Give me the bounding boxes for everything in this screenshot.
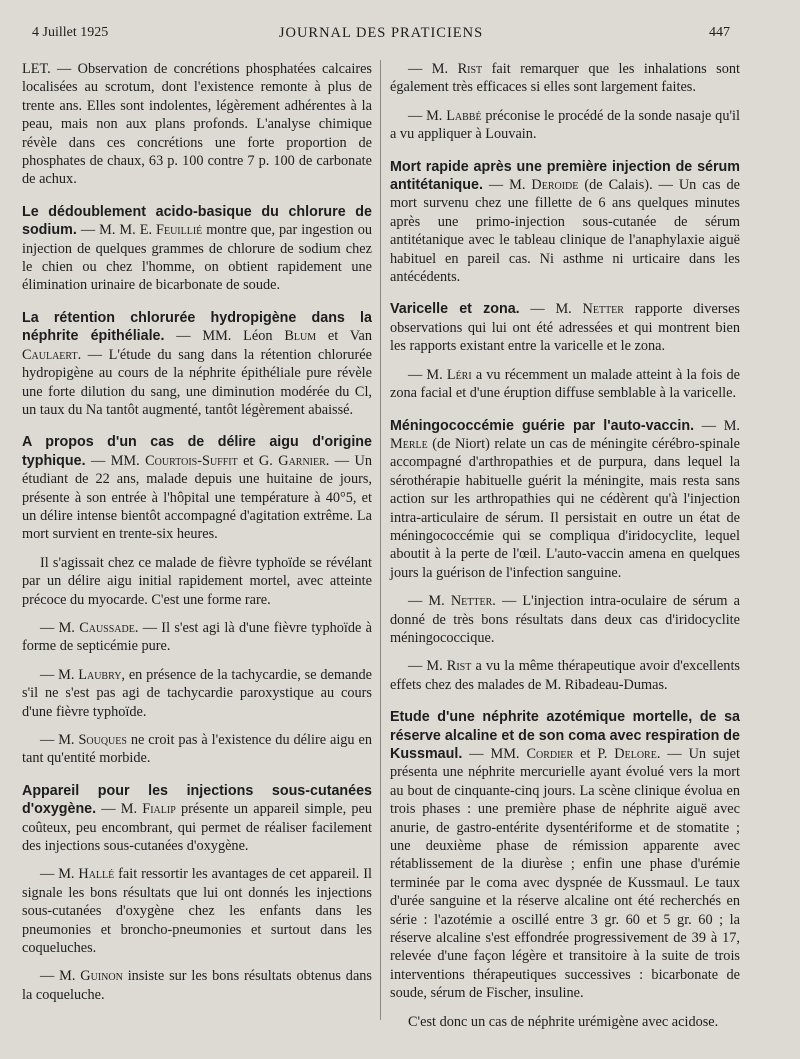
author: Courtois-Suffit: [145, 452, 238, 469]
author: Laubry: [78, 666, 122, 683]
author: P. Delore: [597, 746, 657, 762]
paragraph: C'est donc un cas de néphrite urémigène avec acidose.: [408, 1013, 719, 1030]
section-title: Varicelle et zona.: [390, 301, 520, 318]
discussion: — M. Labbé préconise le procédé de la sonde nasaje qu'il a vu appliquer à Louvain.: [390, 107, 740, 143]
section-title: Le dédoublement acido-basique du chlorure de sodium.: [22, 203, 372, 239]
section-appareil: Appareil pour les injections sous-cutanées d'oxygène. — M. Fialip présente un appareil simple, peu coûteux, peu encombrant, qui permet de réaliser facilement des injections sous-cutanées d'oxygène.: [22, 782, 372, 855]
discussion: — M. Léri a vu récemment un malade atteint à la fois de zona facial et d'une éruption diffuse semblable à la varicelle.: [390, 366, 740, 402]
author: Guinon: [80, 968, 123, 985]
author: Rist: [446, 658, 472, 675]
discussion: — M. Souques ne croit pas à l'existence du délire aigu en tant qu'entité morbide.: [22, 732, 372, 767]
author: Netter: [450, 593, 493, 610]
section-nephrite-azotemique: Etude d'une néphrite azotémique mortelle, de sa réserve alcaline et de son coma avec respiration de Kussmaul. — MM. Cordier et P. Delore. — Un sujet présenta une néphrite mercurielle ayant évolué vers la mort au bout de cinquante-cinq jours. La scène clinique évolua en trois phases : une première phase de néphrite aiguë avec anurie, de gastro-entérite dysentériforme et de stomatite ; une deuxième phase de rémission apparente avec rétablissement de la diurèse ; enfin une phase d'urémie terminée par le coma avec dyspnée de Kussmaul. Le taux d'urée sanguine et la réserve alcaline ont été recherchés en série : l'azotémie a oscillé entre 3 gr. 60 et 5 gr. 60 ; la réserve alcaline s'est effondrée progressivement de 39 à 17, relevée d'une façon légère et transitoire à la suite de trois interventions thérapeutiques successives : bicarbonate de soude, sérum de Fischer, insuline.: [390, 709, 740, 1002]
right-column: [390, 60, 740, 1041]
discussion: — M. Caussade. — Il s'est agi là d'une fièvre typhoïde à forme de septicémie pure.: [22, 619, 372, 655]
discussion: — M. Guinon insiste sur les bons résultats obtenus dans la coqueluche.: [22, 968, 372, 1003]
author: Fialip: [142, 801, 176, 818]
section-title: A propos d'un cas de délire aigu d'origine typhique.: [22, 434, 372, 469]
author: Rist: [457, 61, 483, 77]
author: Labbé: [446, 107, 482, 124]
author: G. Garnier: [258, 452, 326, 469]
author: Souques: [78, 732, 127, 748]
section-title: Mort rapide après une première injection de sérum antitétanique.: [390, 158, 740, 194]
discussion: — M. Rist a vu la même thérapeutique avoir d'excellents effets chez des malades de M. Ribadeau-Dumas.: [390, 658, 740, 693]
section-title: Etude d'une néphrite azotémique mortelle, de sa réserve alcaline et de son coma avec respiration de Kussmaul.: [390, 709, 740, 762]
discussion: — M. Hallé fait ressortir les avantages de cet appareil. Il signale les bons résultats que lui ont donnés les injections sous-cutanées d'oxygène chez les enfants dans les pneumonies et broncho-pneumonies et surtout dans les coqueluches.: [22, 866, 372, 957]
author: Hallé: [78, 866, 115, 883]
discussion: — M. Laubry, en présence de la tachycardie, se demande s'il ne s'est pas agi de tachycardie paroxystique au cours d'une fièvre typhoïde.: [22, 666, 372, 720]
section-title: La rétention chlorurée hydropigène dans la néphrite épithéliale.: [22, 309, 372, 345]
author: Léri: [446, 366, 472, 383]
discussion: — M. Netter. — L'injection intra-oculaire de sérum a donné de très bons résultats dans deux cas d'iridocyclite méningococcique.: [390, 593, 740, 646]
author: M. E. Feuillié: [119, 222, 203, 239]
section-mort-rapide: Mort rapide après une première injection de sérum antitétanique. — M. Deroide (de Calais). — Un cas de mort survenu chez une fillette de 6 ans quelques minutes après une primo-injection sous-cutanée de sérum antitétanique avec le tableau clinique de l'anaphylaxie aiguë habituel en pareil cas. Ni asthme ni urticaire dans les antécédents.: [390, 158, 740, 286]
author: Caussade: [79, 619, 135, 636]
section-meningococcemie: Méningococcémie guérie par l'auto-vaccin. — M. Merle (de Niort) relate un cas de méningite cérébro-spinale accompagné d'arthropathies et de purpura, dans lequel la sérothérapie habituelle guérit la méningite, mais resta sans action sur les arthropathies qui ne cédèrent qu'à l'injection intra-articulaire de sérum. Il persistait en outre un état de méningococcémie qui se compliqua d'iridocyclite, lequel aboutit à la perte de l'œil. L'auto-vaccin amena en quelques jours la guérison de l'infection sanguine.: [390, 417, 740, 581]
column-divider: [380, 60, 381, 1020]
paragraph: LET. — Observation de concrétions phosphatées calcaires localisées au scrotum, dont l'existence remonte à plus de trente ans. Elles sont indolentes, légèrement adhérentes à la peau, mais non aux plans profonds. L'analyse chimique révèle dans ces concrétions une forte proportion de phosphates de chaux, 63 p. 100 contre 7 p. 100 de carbonate de achux.: [22, 61, 372, 188]
section-title: Méningococcémie guérie par l'auto-vaccin.: [390, 417, 695, 434]
page-number: 447: [709, 25, 730, 40]
section-dedoublement: Le dédoublement acido-basique du chlorure de sodium. — M. M. E. Feuillié montre que, par ingestion ou injection de quelques grammes de chlorure de sodium chez le chien ou chez l'homme, on obtient rapidement une élimination urinaire de bicarbonate de soude.: [22, 203, 372, 294]
section-title: Appareil pour les injections sous-cutanées d'oxygène.: [22, 782, 372, 818]
author: Merle: [390, 435, 428, 452]
author: Caulaert: [22, 346, 78, 363]
section-retention: La rétention chlorurée hydropigène dans la néphrite épithéliale. — MM. Léon Blum et Van Caulaert. — L'étude du sang dans la rétention chlorurée hydropigène au cours de la néphrite épithéliale pure révèle une forte dilution du sang, une diminution modérée du Cl, un taux du Na tantôt augmenté, tantôt légèrement abaissé.: [22, 309, 373, 418]
section-delire: A propos d'un cas de délire aigu d'origine typhique. — MM. Courtois-Suffit et G. Garnier. — Un étudiant de 22 ans, malade depuis une huitaine de jours, présente à son entrée à l'hôpital une température à 40°5, et un délire intense bientôt accompagné d'agitation extrême. La mort survient en trente-six heures.: [22, 434, 372, 543]
journal-title: JOURNAL DES PRATICIENS: [278, 25, 484, 41]
page-header: [32, 25, 730, 47]
discussion: — M. Rist fait remarquer que les inhalations sont également très efficaces si elles sont largement faites.: [390, 61, 740, 96]
section-varicelle: Varicelle et zona. — M. Netter rapporte diverses observations qui lui ont été adressées et qui montrent bien les rapports existant entre la varicelle et le zona.: [390, 301, 740, 355]
author: Cordier: [526, 746, 574, 762]
paragraph: Il s'agissait chez ce malade de fièvre typhoïde se révélant par un délire aigu initial rapidement mortel, avec atteinte précoce du myocarde. C'est une forme rare.: [22, 554, 372, 608]
author: Netter: [582, 301, 624, 318]
header-date: 4 Juillet 1925: [32, 25, 109, 40]
author: Deroide: [531, 177, 579, 194]
left-column: [22, 60, 372, 1014]
author: Blum: [284, 328, 317, 345]
